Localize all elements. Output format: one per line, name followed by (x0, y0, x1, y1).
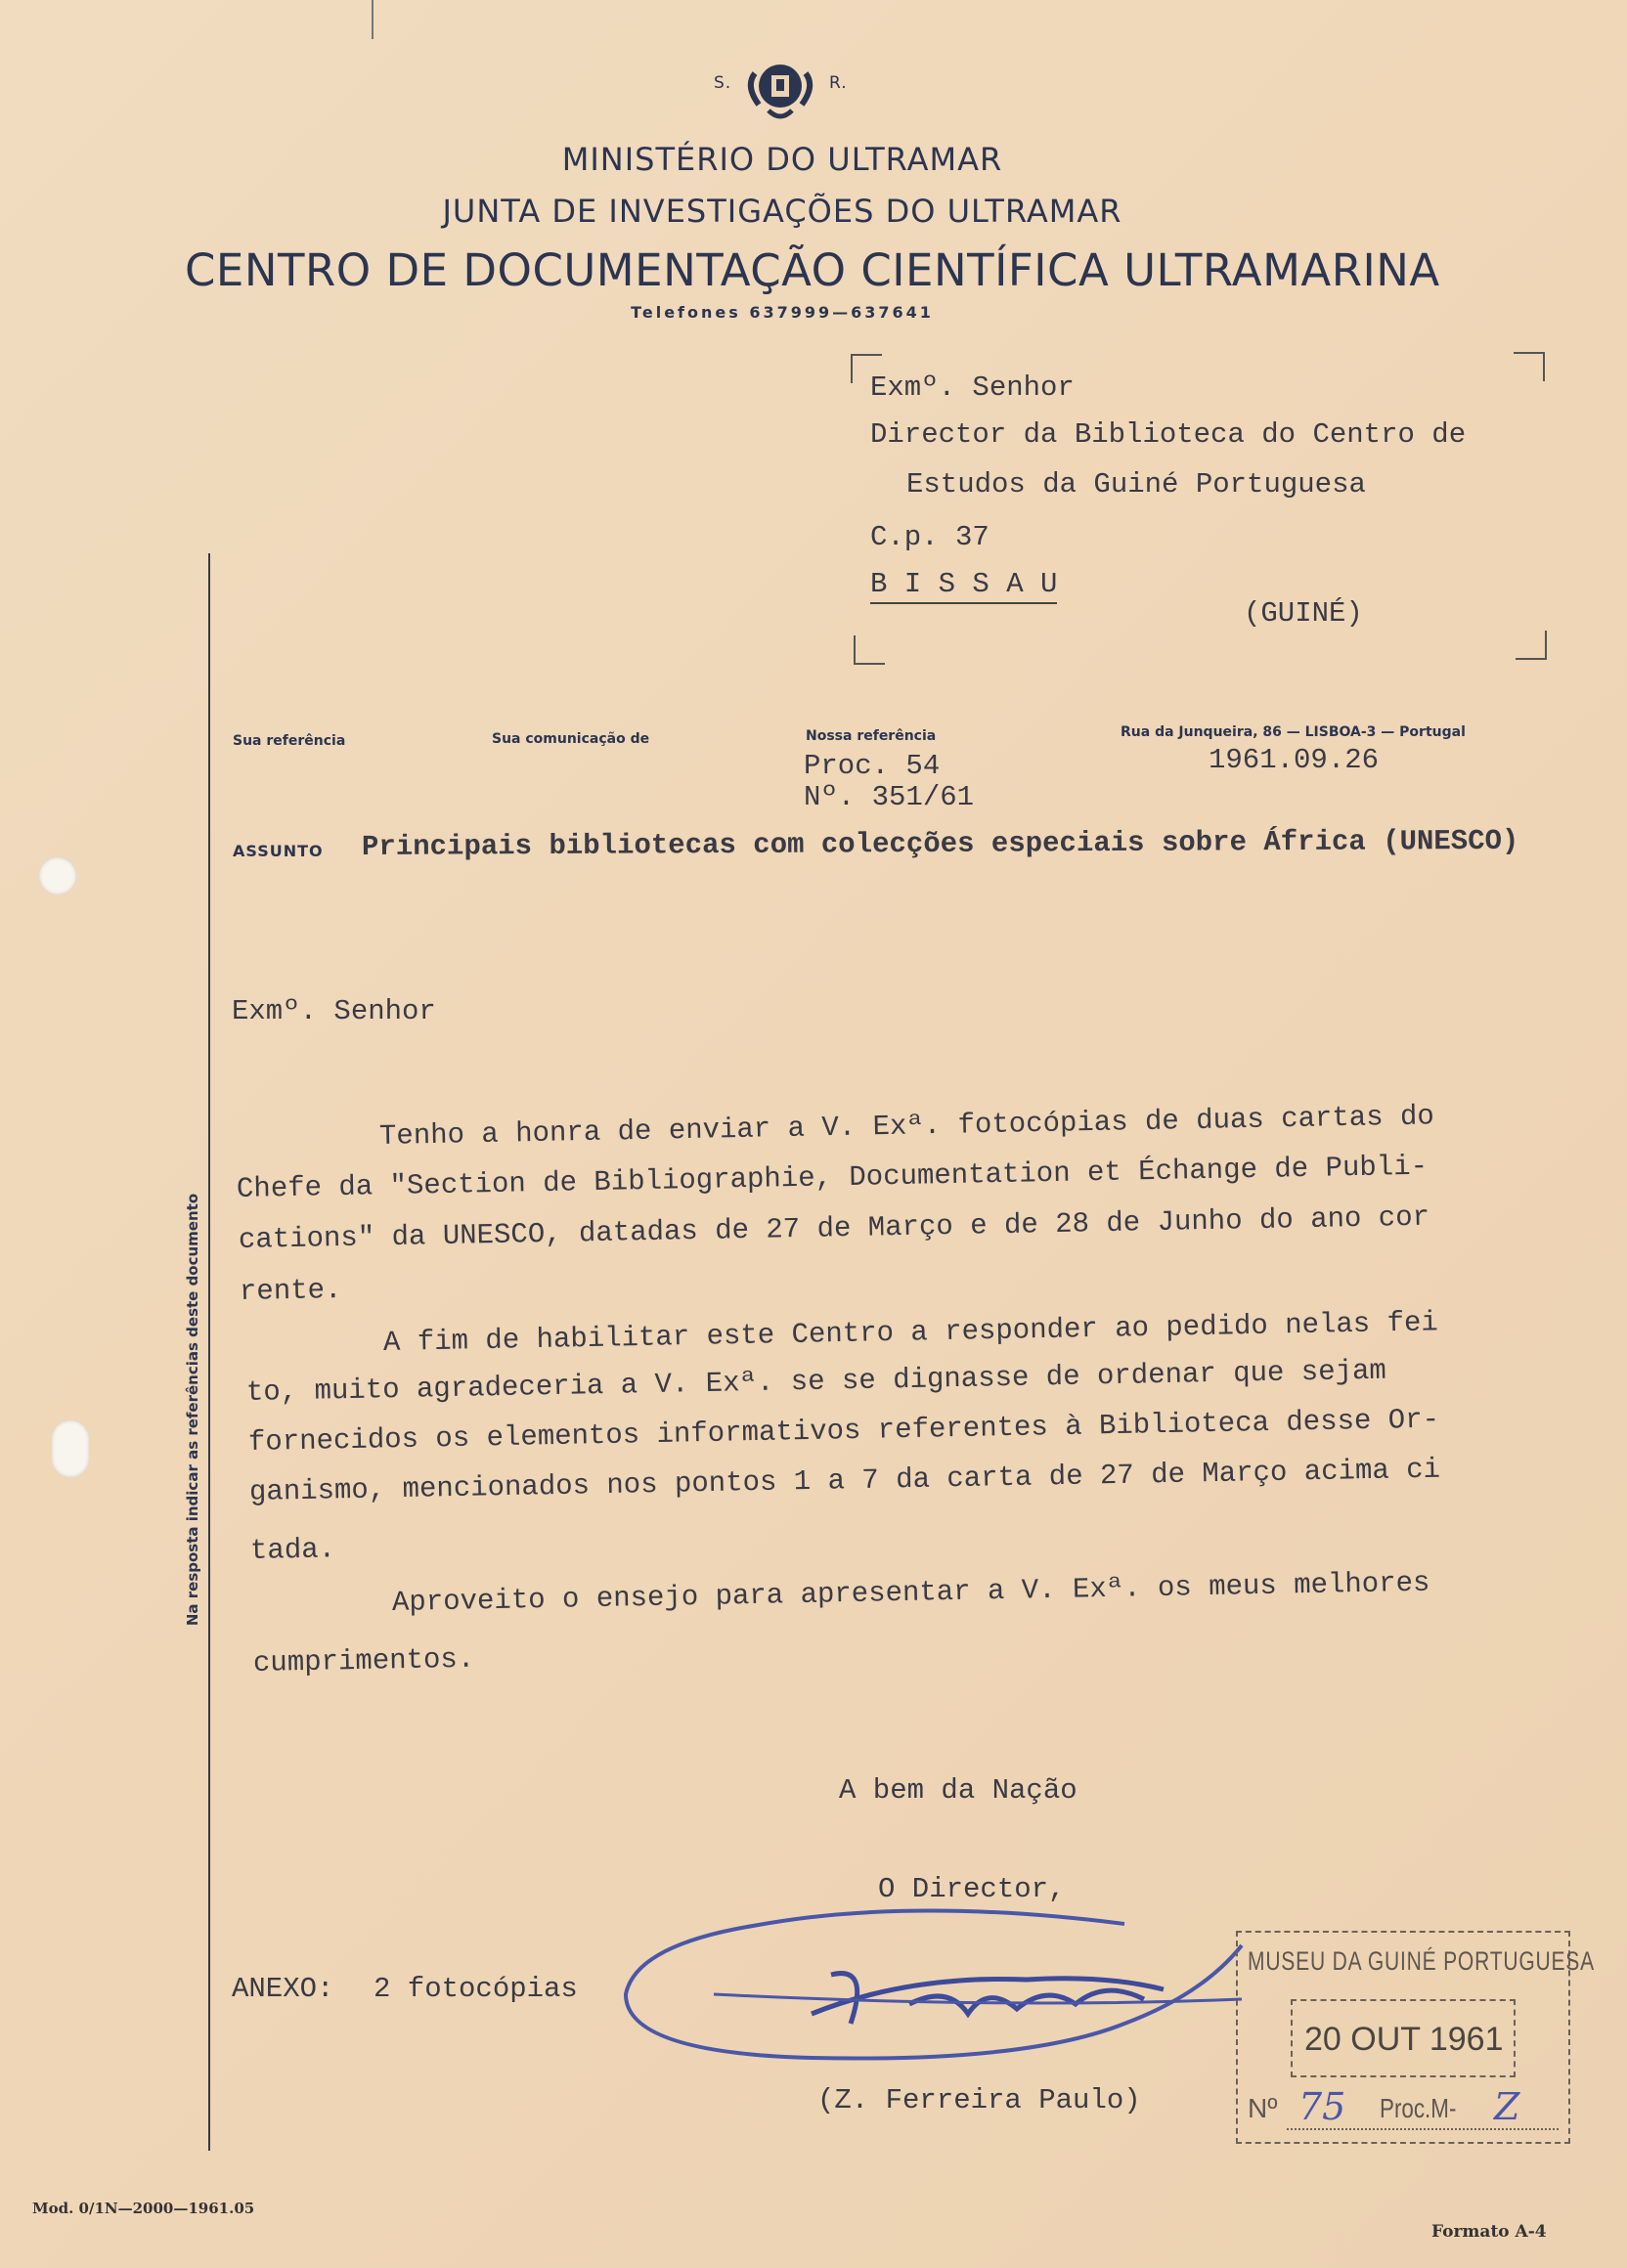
stamp-proc-value: Z (1494, 2085, 1520, 2128)
signatory-name: (Z. Ferreira Paulo) (817, 2084, 1141, 2116)
margin-rule (208, 553, 210, 2151)
paper-format: Formato A-4 (1431, 2222, 1547, 2242)
stamp-number-label: Nº (1248, 2093, 1278, 2123)
body-line: to, muito agradeceria a V. Exª. se se dignasse de ordenar que sejam (245, 1354, 1387, 1409)
junta-name: JUNTA DE INVESTIGAÇÕES DO ULTRAMAR (442, 193, 1122, 230)
our-reference-proc: Proc. 54 (804, 750, 941, 782)
stamp-dotted-line (1287, 2128, 1559, 2130)
stamp-date-box (1291, 1999, 1516, 2077)
recipient-line: C.p. 37 (870, 521, 989, 553)
crest-left-letter: S. (714, 73, 732, 93)
subject-label: ASSUNTO (233, 842, 324, 860)
stamp-title: MUSEU DA GUINÉ PORTUGUESA (1248, 1946, 1595, 1976)
body-line: cumprimentos. (252, 1642, 475, 1679)
punch-hole (38, 856, 77, 895)
punch-hole (51, 1419, 90, 1478)
recipient-line: Estudos da Guiné Portuguesa (906, 468, 1366, 501)
salutation: Exmº. Senhor (232, 995, 436, 1027)
recipient-line: Exmº. Senhor (870, 371, 1075, 404)
reply-instruction: Na resposta indicar as referências deste documento (184, 1193, 201, 1627)
body-line: Chefe da "Section de Bibliographie, Documentation et Échange de Publi- (236, 1150, 1429, 1205)
sender-address: Rua da Junqueira, 86 — LISBOA-3 — Portugal (1121, 724, 1466, 740)
crest-right-letter: R. (829, 73, 848, 93)
letter-date: 1961.09.26 (1209, 744, 1380, 776)
ministry-name: MINISTÉRIO DO ULTRAMAR (561, 141, 1003, 178)
stamp-date: 20 OUT 1961 (1304, 2021, 1504, 2058)
annex-text: 2 fotocópias (374, 1973, 578, 2005)
body-line: Tenho a honra de enviar a V. Exª. fotocópias de duas cartas do (378, 1100, 1435, 1153)
body-line: cations" da UNESCO, datadas de 27 de Março e de 28 de Junho do ano cor (238, 1200, 1430, 1256)
window-corner (854, 635, 885, 665)
our-reference-number: Nº. 351/61 (804, 781, 975, 813)
centre-name: CENTRO DE DOCUMENTAÇÃO CIENTÍFICA ULTRAMARINA (185, 244, 1440, 296)
window-corner (1516, 631, 1547, 660)
coat-of-arms-icon (741, 54, 819, 122)
body-line: Aproveito o ensejo para apresentar a V. Exª. os meus melhores (391, 1566, 1430, 1619)
form-code: Mod. 0/1N—2000—1961.05 (32, 2200, 255, 2217)
recipient-country: (GUINÉ) (1244, 597, 1363, 630)
body-line: ganismo, mencionados nos pontos 1 a 7 da carta de 27 de Março acima ci (248, 1453, 1441, 1508)
closing: A bem da Nação (839, 1774, 1077, 1807)
body-line: tada. (249, 1533, 336, 1567)
recipient-city: B I S S A U (870, 568, 1057, 604)
recipient-line: Director da Biblioteca do Centro de (870, 418, 1467, 451)
subject-text: Principais bibliotecas com colecções especiais sobre África (UNESCO) (361, 824, 1519, 863)
crest (714, 54, 851, 122)
your-communication-label: Sua comunicação de (492, 731, 650, 747)
telephones: Telefones 637999—637641 (631, 303, 934, 322)
window-corner (1514, 352, 1545, 381)
body-line: rente. (239, 1273, 342, 1308)
stamp-number-value: 75 (1298, 2085, 1346, 2128)
body-line: fornecidos os elementos informativos referentes à Biblioteca desse Or- (247, 1403, 1440, 1459)
edge-mark (372, 0, 374, 39)
body-line: A fim de habilitar este Centro a responder ao pedido nelas fei (382, 1306, 1439, 1359)
handwritten-signature (616, 1906, 1300, 2082)
museum-receipt-stamp (1236, 1931, 1595, 2144)
stamp-proc-label: Proc.M- (1380, 2093, 1457, 2123)
our-reference-label: Nossa referência (806, 728, 937, 744)
signatory-title: O Director, (878, 1873, 1066, 1905)
annex-label: ANEXO: (232, 1973, 334, 2005)
your-reference-label: Sua referência (233, 733, 346, 749)
